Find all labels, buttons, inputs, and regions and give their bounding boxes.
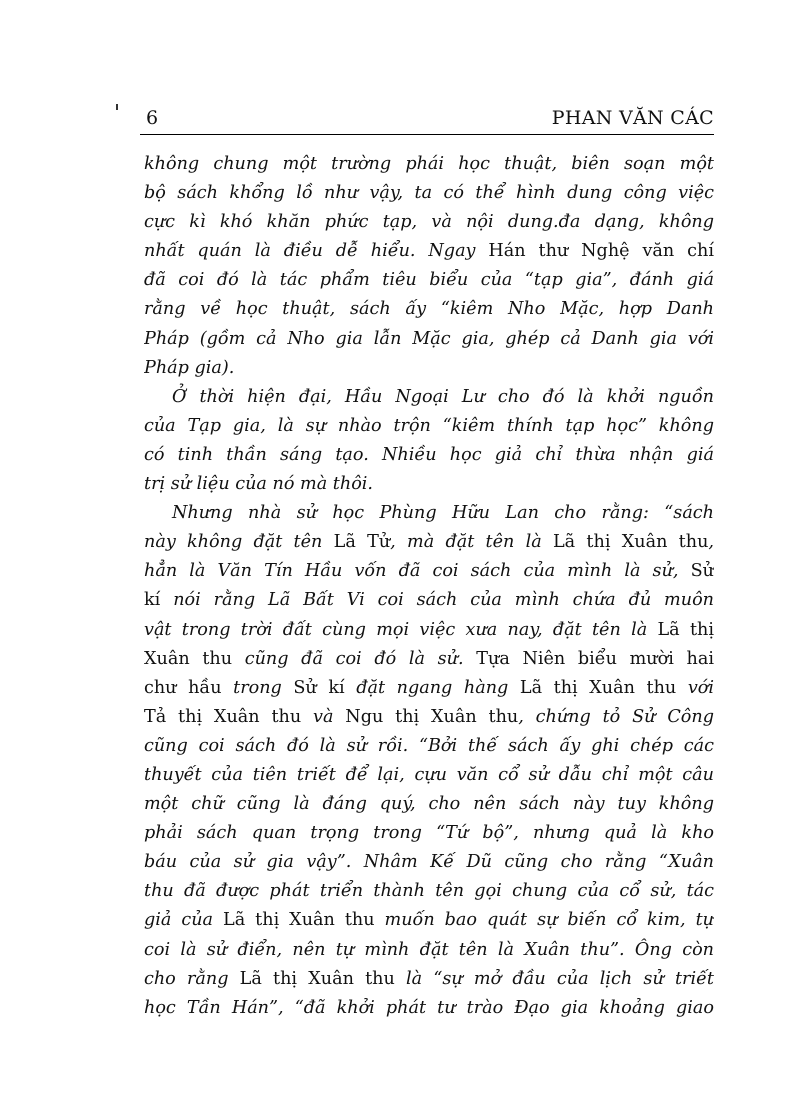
text-line bbox=[144, 994, 714, 1023]
text-line bbox=[144, 732, 714, 761]
italic-run: và bbox=[301, 706, 346, 727]
text-line bbox=[144, 645, 714, 674]
italic-run: trong bbox=[221, 677, 294, 698]
italic-run: Ở thời hiện đại, Hầu Ngoại Lư cho đó là khởi nguồn bbox=[172, 386, 714, 407]
italic-run: có tinh thần sáng tạo. Nhiều học giả chỉ thừa nhận giá bbox=[144, 444, 714, 465]
text-line bbox=[144, 383, 714, 412]
italic-run: trị sử liệu của nó mà thôi. bbox=[144, 474, 374, 495]
text-line bbox=[144, 877, 714, 906]
text-line bbox=[144, 703, 714, 732]
italic-run: vật trong trời đất cùng mọi việc xưa nay, đặt tên là bbox=[144, 619, 658, 640]
italic-run: muốn bao quát sự biến cổ kim, tự bbox=[374, 910, 714, 931]
italic-run: thuyết của tiên triết để lại, cựu văn cổ sử dẫu chỉ một câu bbox=[144, 764, 714, 785]
italic-run: Pháp (gồm cả Nho gia lẫn Mặc gia, ghép cả Danh gia với bbox=[144, 328, 714, 349]
page-header bbox=[140, 106, 714, 135]
roman-run: Sử kí bbox=[293, 677, 345, 698]
text-line bbox=[144, 674, 714, 703]
italic-run: là “sự mở đầu của lịch sử triết bbox=[394, 968, 714, 989]
roman-run: Ngu thị Xuân thu bbox=[345, 706, 519, 727]
text-line bbox=[144, 441, 714, 470]
roman-run: Sử bbox=[690, 561, 714, 582]
italic-run: bộ sách khổng lồ như vậy, ta có thể hình dung công việc bbox=[144, 183, 714, 204]
text-line bbox=[144, 237, 714, 266]
italic-run: Nhưng nhà sử học Phùng Hữu Lan cho rằng: “sách bbox=[172, 503, 714, 524]
italic-run: một chữ cũng là đáng quý, cho nên sách này tuy không bbox=[144, 794, 714, 815]
italic-run: hẳn là Văn Tín Hầu vốn đã coi sách của mình là sử, bbox=[144, 561, 691, 582]
italic-run: này không đặt tên bbox=[144, 532, 334, 553]
roman-run: Lã thị Xuân thu bbox=[553, 532, 709, 553]
text-line bbox=[144, 616, 714, 645]
italic-run: cho rằng bbox=[144, 968, 240, 989]
italic-run: học Tần Hán”, “đã khởi phát tư trào Đạo gia khoảng giao bbox=[144, 997, 714, 1018]
roman-run: Tả thị Xuân thu bbox=[144, 706, 302, 727]
text-line bbox=[144, 470, 714, 499]
text-line bbox=[144, 965, 714, 994]
text-line bbox=[144, 936, 714, 965]
italic-run: không chung một trường phái học thuật, biên soạn một bbox=[144, 154, 714, 174]
italic-run: , mà đặt tên là bbox=[390, 532, 553, 553]
roman-run: Lã thị Xuân thu bbox=[239, 968, 395, 989]
text-line bbox=[144, 499, 714, 528]
italic-run: , chứng tỏ Sử Công bbox=[518, 706, 714, 727]
roman-run: Lã thị bbox=[657, 619, 714, 640]
text-line bbox=[144, 761, 714, 790]
roman-run: chư hầu bbox=[144, 677, 222, 698]
page-number: 6 bbox=[146, 107, 159, 129]
text-line bbox=[144, 325, 714, 354]
italic-run: phải sách quan trọng trong “Tứ bộ”, nhưng quả là kho bbox=[144, 823, 714, 844]
body-text bbox=[144, 150, 714, 1023]
text-line bbox=[144, 150, 714, 179]
running-head-author: PHAN VĂN CÁC bbox=[551, 107, 714, 129]
text-line bbox=[144, 906, 714, 935]
roman-run: Hán thư Nghệ văn chí bbox=[488, 241, 714, 262]
text-line bbox=[144, 848, 714, 877]
italic-run: giả của bbox=[144, 910, 224, 931]
italic-run: thu đã được phát triển thành tên gọi chung của cổ sử, tác bbox=[144, 881, 714, 902]
text-line bbox=[144, 179, 714, 208]
italic-run: cực kì khó khăn phức tạp, và nội dung.đa dạng, không bbox=[144, 212, 714, 233]
roman-run: Lã thị Xuân thu bbox=[519, 677, 677, 698]
text-line bbox=[144, 208, 714, 237]
text-line bbox=[144, 557, 714, 586]
italic-run: với bbox=[676, 677, 714, 698]
italic-run: nói rằng Lã Bất Vi coi sách của mình chứa đủ muôn bbox=[160, 590, 714, 611]
text-line bbox=[144, 819, 714, 848]
italic-run: coi là sử điển, nên tự mình đặt tên là Xuân thu”. Ông còn bbox=[144, 939, 714, 960]
text-line bbox=[144, 586, 714, 615]
italic-run: của Tạp gia, là sự nhào trộn “kiêm thính tạp học” không bbox=[144, 415, 714, 436]
italic-run: báu của sử gia vậy”. Nhâm Kế Dũ cũng cho rằng “Xuân bbox=[144, 852, 714, 873]
text-line bbox=[144, 790, 714, 819]
italic-run: đã coi đó là tác phẩm tiêu biểu của “tạp gia”, đánh giá bbox=[144, 270, 714, 291]
italic-run: cũng đã coi đó là sử. bbox=[232, 648, 477, 669]
text-line bbox=[144, 295, 714, 324]
italic-run: rằng về học thuật, sách ấy “kiêm Nho Mặc, hợp Danh bbox=[144, 299, 714, 320]
text-line bbox=[144, 354, 714, 383]
roman-run: Lã Tử bbox=[333, 532, 391, 553]
italic-run: Pháp gia). bbox=[144, 357, 235, 378]
margin-tick-mark bbox=[116, 104, 118, 110]
italic-run: , bbox=[708, 532, 714, 553]
italic-run: cũng coi sách đó là sử rồi. “Bởi thế sách ấy ghi chép các bbox=[144, 735, 714, 756]
text-line bbox=[144, 412, 714, 441]
italic-run: nhất quán là điều dễ hiểu. Ngay bbox=[144, 241, 489, 262]
text-line bbox=[144, 528, 714, 557]
roman-run: Lã thị Xuân thu bbox=[223, 910, 375, 931]
roman-run: kí bbox=[144, 590, 161, 611]
roman-run: Tựa Niên biểu mười hai bbox=[476, 648, 714, 669]
roman-run: Xuân thu bbox=[144, 648, 233, 669]
italic-run: đặt ngang hàng bbox=[344, 677, 520, 698]
text-line bbox=[144, 266, 714, 295]
